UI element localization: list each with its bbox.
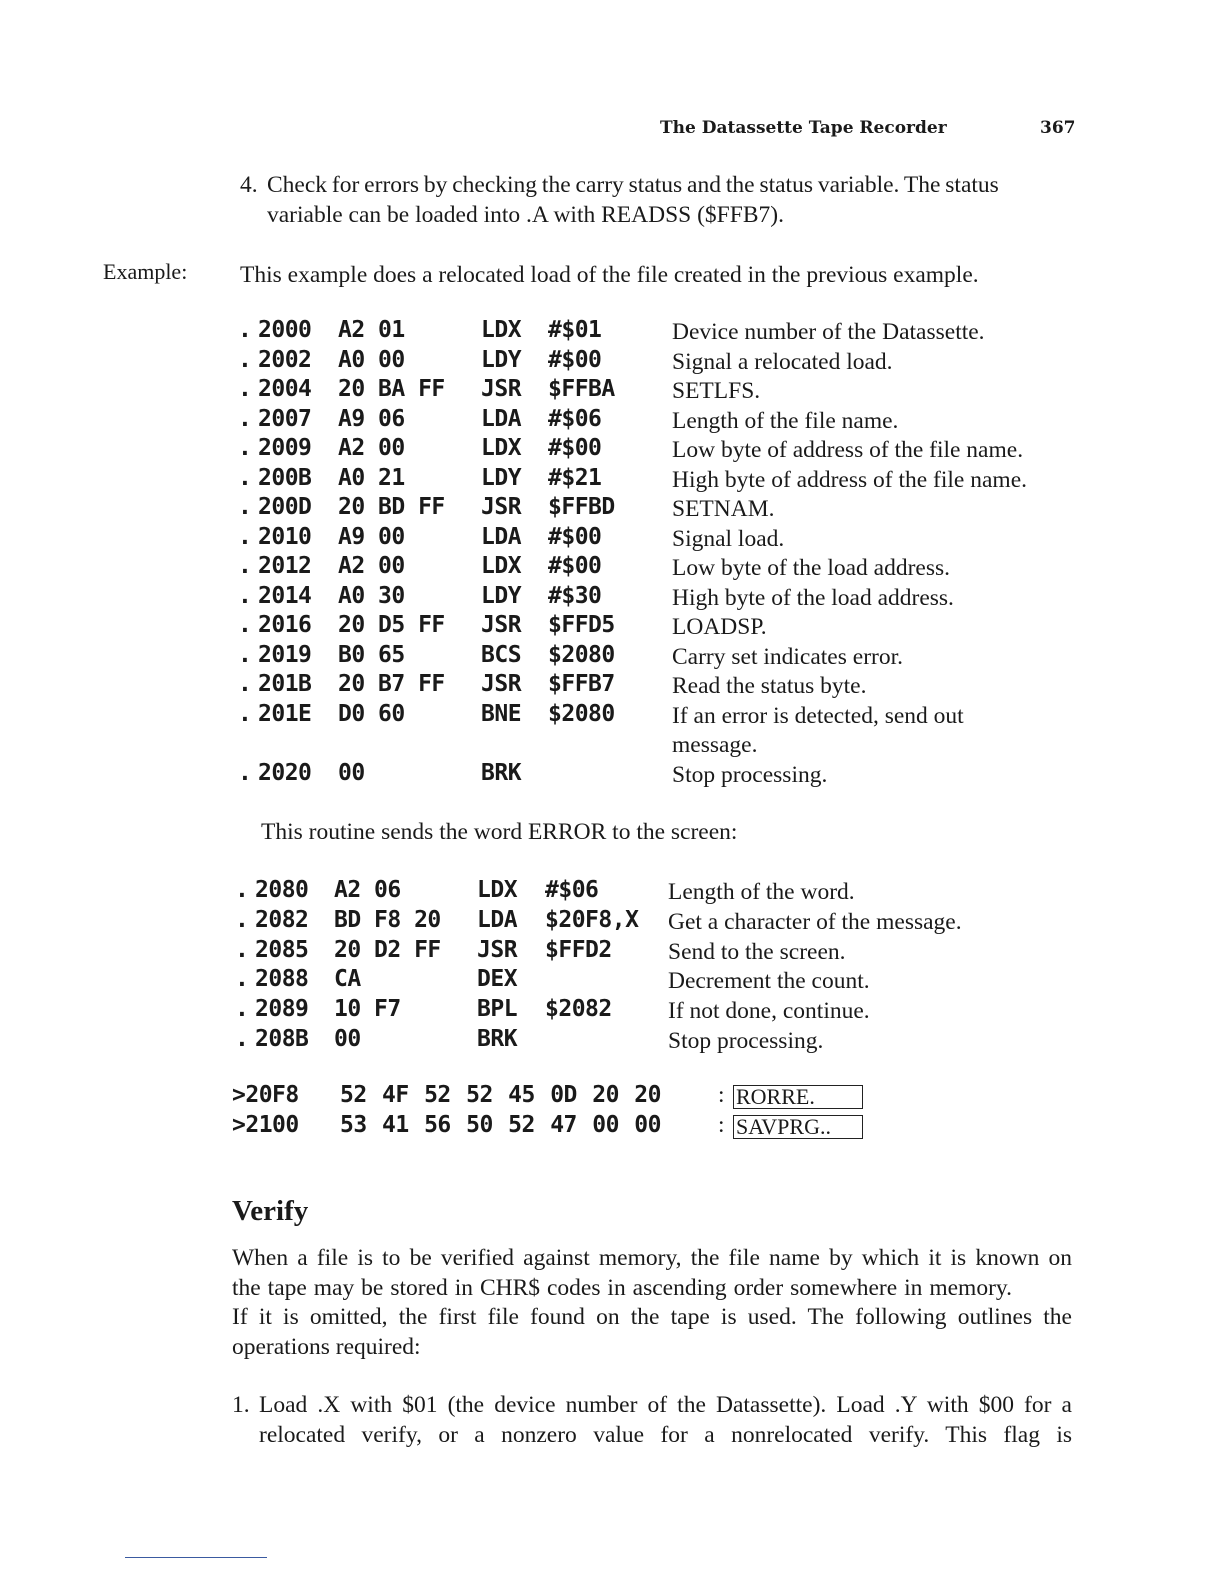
mnemonic: BCS [481,641,522,668]
operand: $FFB7 [548,671,615,697]
line-dot: . [235,966,249,993]
line-dot: . [235,996,249,1023]
machine-bytes: A2 06 [334,877,401,903]
comment: Signal load. [672,525,785,552]
line-dot: . [238,759,252,786]
line-dot: . [238,582,252,609]
line-dot: . [238,405,252,432]
operand: #$06 [545,877,599,903]
comment: High byte of the load address. [672,584,954,611]
example-text: This example does a relocated load of the file created in the previous example. [240,262,979,288]
line-dot: . [238,671,252,697]
dump-address: >20F8 [232,1082,299,1108]
address: 2085 [255,936,309,963]
mnemonic: JSR [481,671,522,697]
operand: $FFD2 [545,936,612,963]
line-dot: . [238,464,252,491]
machine-bytes: 10 F7 [334,996,401,1023]
line-dot: . [235,906,249,933]
mnemonic: JSR [477,936,518,963]
mnemonic: BRK [481,759,522,786]
line-dot: . [238,435,252,461]
dump-separator: : [718,1082,725,1108]
line-dot: . [238,523,252,550]
mnemonic: JSR [481,612,522,638]
operand: #$01 [548,317,602,343]
comment: Stop processing. [668,1028,824,1054]
comment: Carry set indicates error. [672,643,903,670]
dump-bytes: 53 41 56 50 52 47 00 00 [340,1112,661,1138]
line-dot: . [238,317,252,343]
machine-bytes: A0 00 [338,346,405,373]
comment: Low byte of address of the file name. [672,437,1024,463]
address: 2010 [258,523,312,550]
operand: $20F8,X [545,906,639,933]
comment: Stop processing. [672,761,828,788]
dump-ascii: SAVPRG.. [733,1115,863,1139]
operand: #$00 [548,553,602,579]
comment: Get a character of the message. [668,908,962,935]
address: 2088 [255,966,309,993]
comment: Device number of the Datassette. [672,319,985,345]
routine-intro: This routine sends the word ERROR to the screen: [261,819,738,845]
footer-rule [125,1557,267,1558]
mnemonic: JSR [481,494,522,520]
machine-bytes: 20 BA FF [338,376,445,402]
comment: Send to the screen. [668,938,846,965]
operand: #$00 [548,435,602,461]
mnemonic: LDA [477,906,518,933]
comment: If an error is detected, send out [672,702,964,729]
comment: Read the status byte. [672,673,867,699]
comment: Signal a relocated load. [672,348,893,375]
address: 208B [255,1026,309,1052]
comment: Low byte of the load address. [672,555,951,581]
line-dot: . [235,936,249,963]
address: 2002 [258,346,312,373]
comment: Length of the word. [668,879,855,905]
operand: $FFD5 [548,612,615,638]
machine-bytes: BD F8 20 [334,906,441,933]
mnemonic: LDY [481,346,522,373]
running-header: The Datassette Tape Recorder [660,118,947,138]
step-text-line: Load .X with $01 (the device number of the Datassette). Load .Y with $00 for a [259,1392,1072,1418]
page-number: 367 [1040,118,1076,138]
machine-bytes: A0 30 [338,582,405,609]
machine-bytes: B0 65 [338,641,405,668]
step-text-line: relocated verify, or a nonzero value for a nonrelocated verify. This flag is [259,1422,1072,1448]
line-dot: . [238,641,252,668]
comment: message. [672,732,758,758]
machine-bytes: CA [334,966,361,993]
mnemonic: BRK [477,1026,518,1052]
machine-bytes: 20 B7 FF [338,671,445,697]
machine-bytes: A9 06 [338,405,405,432]
line-dot: . [235,877,249,903]
machine-bytes: D0 60 [338,700,405,727]
comment: If not done, continue. [668,998,870,1025]
example-label: Example: [103,259,188,284]
mnemonic: BNE [481,700,522,727]
mnemonic: LDY [481,582,522,609]
mnemonic: LDX [481,435,522,461]
line-dot: . [238,553,252,579]
operand: #$06 [548,405,602,432]
machine-bytes: A2 00 [338,553,405,579]
operand: #$00 [548,523,602,550]
machine-bytes: 20 D2 FF [334,936,441,963]
mnemonic: LDY [481,464,522,491]
address: 2080 [255,877,309,903]
mnemonic: BPL [477,996,518,1023]
address: 200B [258,464,312,491]
operand: #$30 [548,582,602,609]
dump-separator: : [718,1112,725,1138]
address: 201B [258,671,312,697]
line-dot: . [238,494,252,520]
address: 2016 [258,612,312,638]
comment: SETNAM. [672,496,775,522]
mnemonic: LDA [481,523,522,550]
line-dot: . [238,612,252,638]
line-dot: . [238,376,252,402]
machine-bytes: A9 00 [338,523,405,550]
comment: SETLFS. [672,378,761,404]
paragraph-line: the tape may be stored in CHR$ codes in ascending order somewhere in memory. [232,1275,1012,1301]
machine-bytes: A2 00 [338,435,405,461]
operand: #$21 [548,464,602,491]
line-dot: . [238,346,252,373]
address: 2020 [258,759,312,786]
section-heading-verify: Verify [232,1195,309,1227]
line-dot: . [235,1026,249,1052]
step-number: 4. [240,172,258,198]
mnemonic: JSR [481,376,522,402]
address: 2009 [258,435,312,461]
step-text-line: variable can be loaded into .A with READSS ($FFB7). [267,202,784,228]
address: 2089 [255,996,309,1023]
operand: $2082 [545,996,612,1023]
paragraph-line: When a file is to be verified against memory, the file name by which it is known on [232,1245,1072,1271]
line-dot: . [238,700,252,727]
step-text-line: Check for errors by checking the carry status and the status variable. The status [267,172,999,198]
machine-bytes: A0 21 [338,464,405,491]
operand: $FFBD [548,494,615,520]
address: 2019 [258,641,312,668]
mnemonic: LDX [477,877,518,903]
comment: Decrement the count. [668,968,870,995]
machine-bytes: A2 01 [338,317,405,343]
mnemonic: LDX [481,553,522,579]
step-number: 1. [232,1392,250,1418]
dump-bytes: 52 4F 52 52 45 0D 20 20 [340,1082,661,1108]
address: 2004 [258,376,312,402]
address: 2000 [258,317,312,343]
paragraph-line: operations required: [232,1334,421,1360]
comment: LOADSP. [672,614,767,640]
mnemonic: LDX [481,317,522,343]
address: 2007 [258,405,312,432]
address: 200D [258,494,312,520]
operand: #$00 [548,346,602,373]
paragraph-line: If it is omitted, the first file found on the tape is used. The following outlines the [232,1304,1072,1330]
operand: $FFBA [548,376,615,402]
comment: High byte of address of the file name. [672,466,1028,493]
operand: $2080 [548,641,615,668]
operand: $2080 [548,700,615,727]
machine-bytes: 20 D5 FF [338,612,445,638]
comment: Length of the file name. [672,407,899,434]
machine-bytes: 00 [334,1026,361,1052]
dump-address: >2100 [232,1112,299,1138]
mnemonic: LDA [481,405,522,432]
address: 2014 [258,582,312,609]
address: 2082 [255,906,309,933]
machine-bytes: 00 [338,759,365,786]
address: 2012 [258,553,312,579]
address: 201E [258,700,312,727]
mnemonic: DEX [477,966,518,993]
machine-bytes: 20 BD FF [338,494,445,520]
dump-ascii: RORRE. [733,1085,863,1109]
